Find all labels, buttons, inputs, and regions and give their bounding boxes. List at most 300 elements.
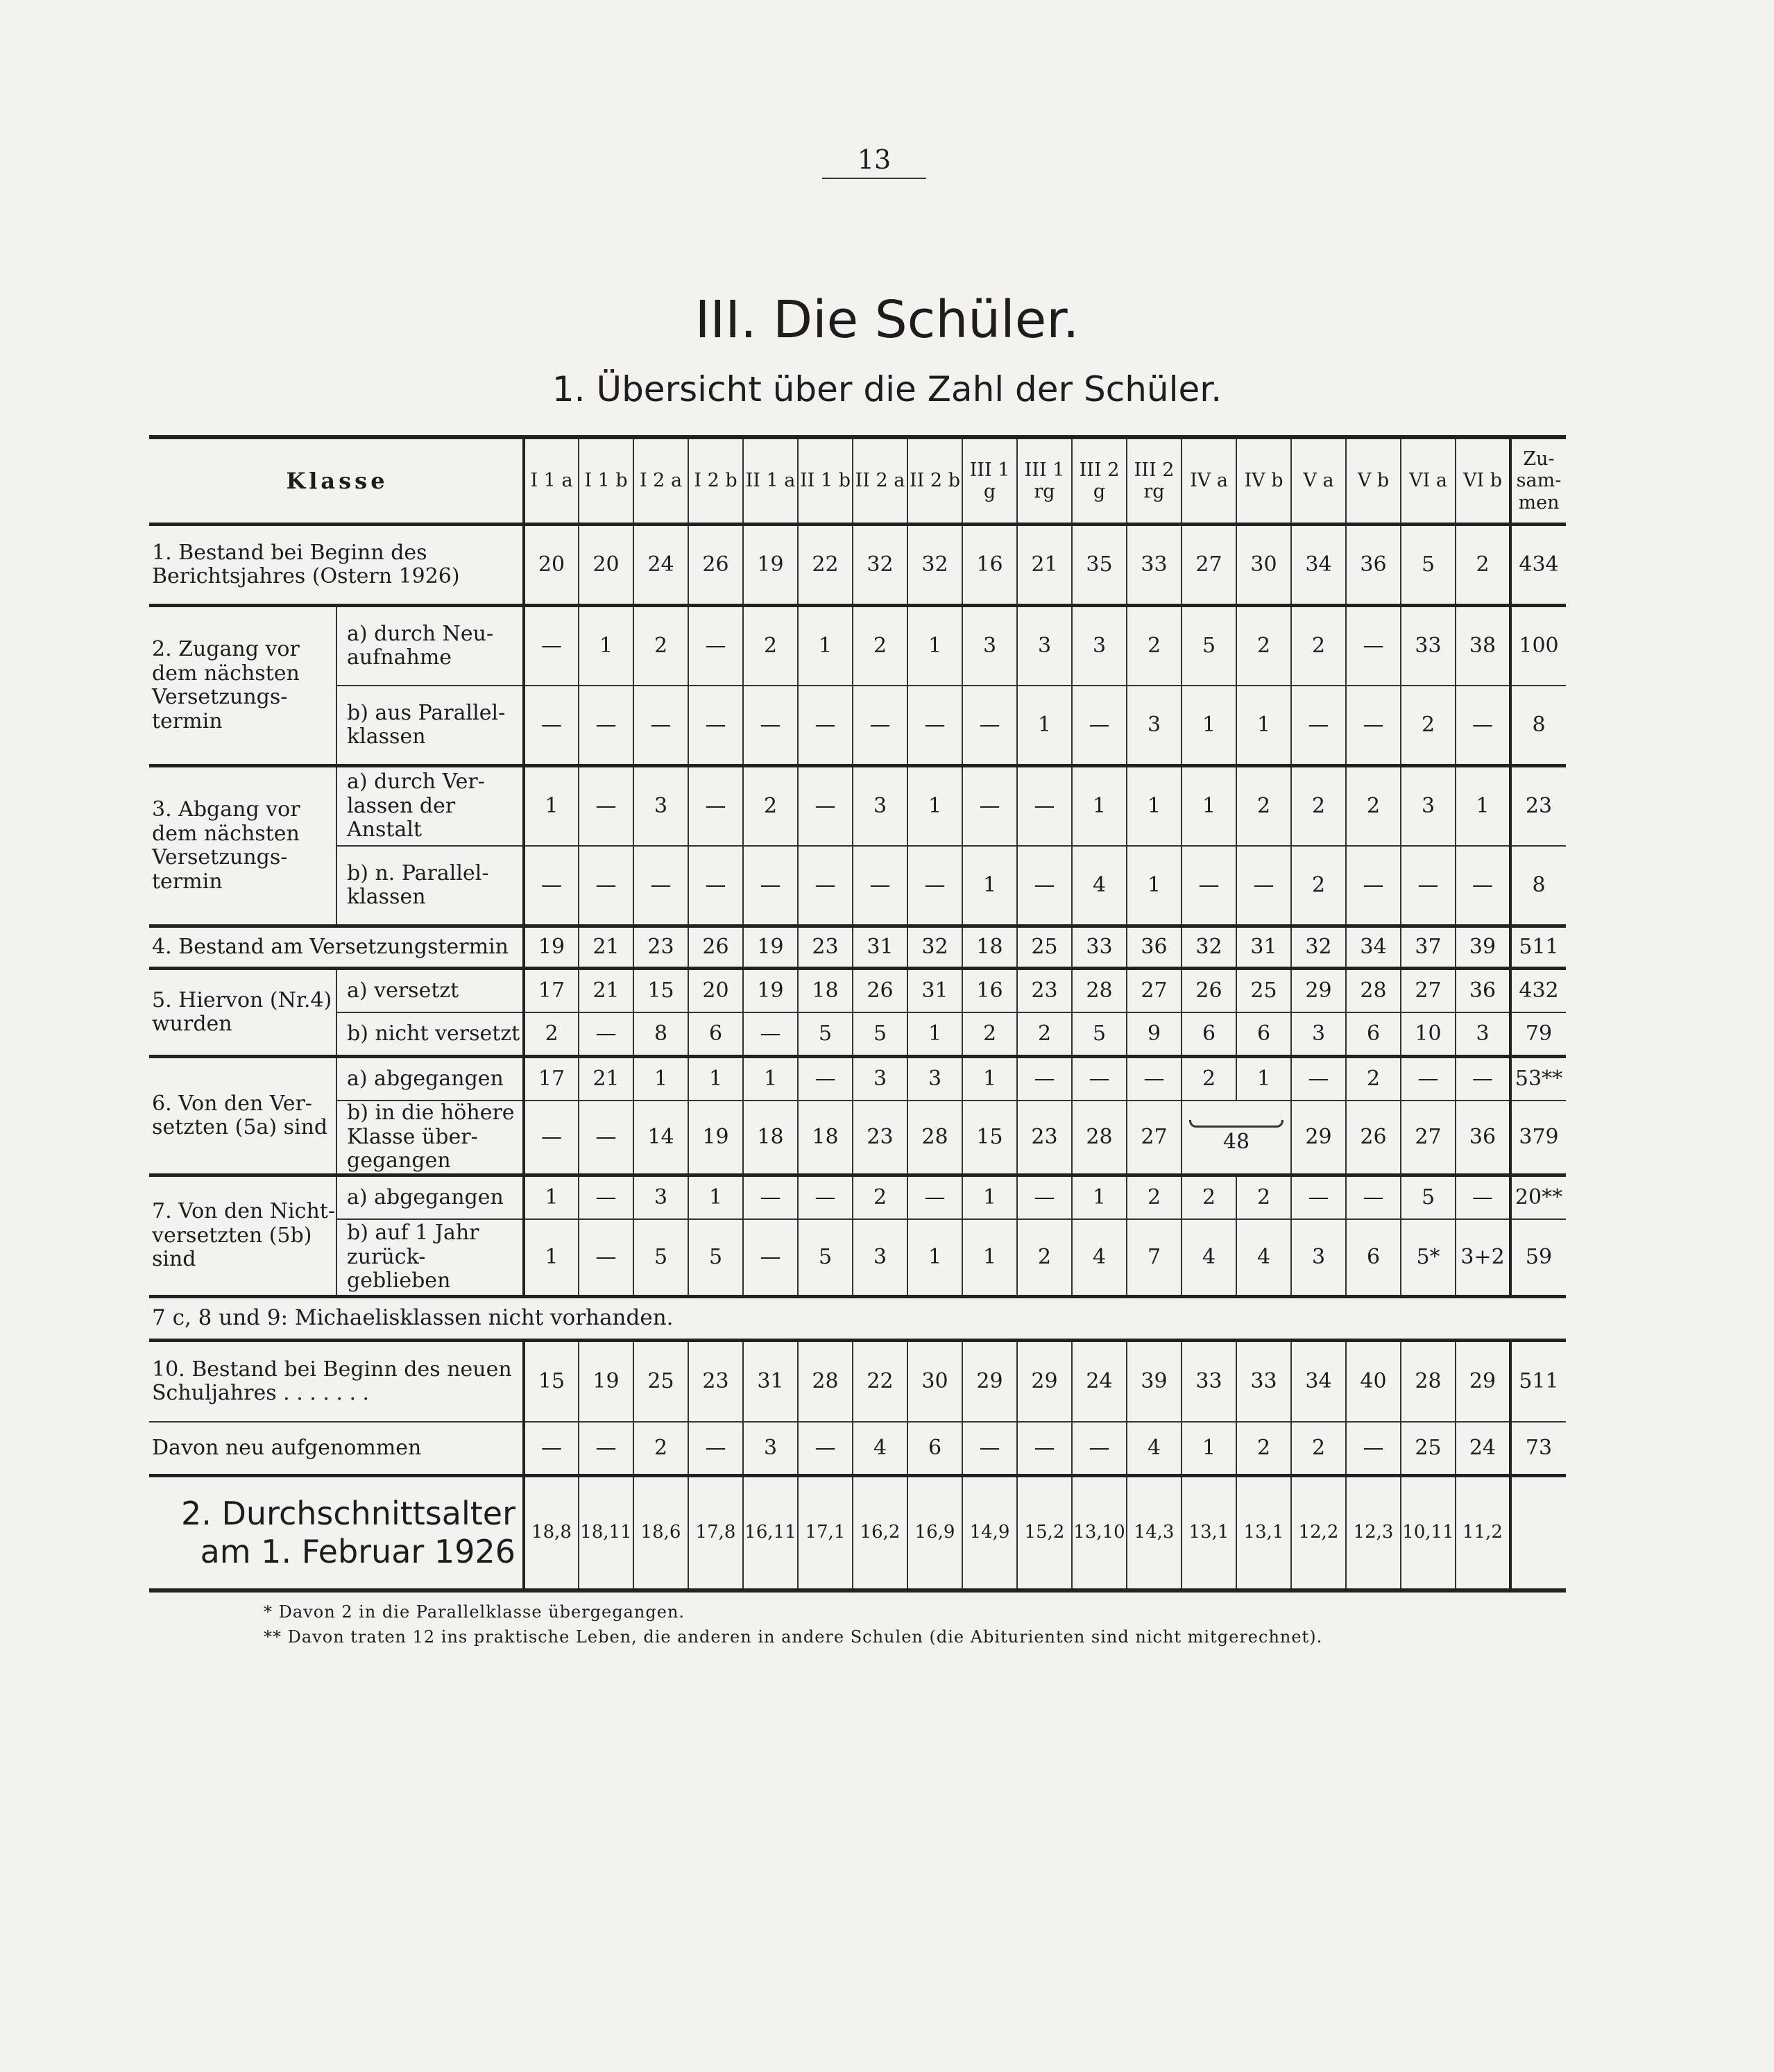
table-cell: — [743,1175,798,1220]
table-cell: 16,11 [743,1476,798,1589]
table-cell: — [579,1219,633,1297]
row-label: 5. Hiervon (Nr.4) wurden [149,969,336,1057]
table-cell: 19 [524,926,579,969]
table-cell: 29 [1291,1101,1346,1175]
table-cell: 2 [1456,525,1510,606]
table-cell: 5 [853,1012,907,1057]
table-cell: 2 [1017,1012,1072,1057]
table-cell: — [688,766,743,847]
row-r7-a [149,1175,1566,1220]
table-cell: — [1456,846,1510,926]
footnote-1: * Davon 2 in die Parallelklasse übergegangen. [264,1602,685,1622]
table-cell: 2 [1291,846,1346,926]
table-cell: 1 [1182,1422,1236,1476]
table-cell: — [743,846,798,926]
table-cell: 5 [798,1219,853,1297]
table-cell: — [524,606,579,686]
table-cell: 30 [907,1341,962,1423]
table-cell: — [688,686,743,766]
table-cell: — [1017,766,1072,847]
table-cell: 2 [633,606,688,686]
table-cell: — [1017,1422,1072,1476]
table-cell: 1 [579,606,633,686]
row-label: 2. Zugang vor dem nächsten Versetzungs-termin [149,606,336,766]
table-cell: — [798,846,853,926]
table-cell: 3 [633,766,688,847]
column-header: I 2 a [633,439,688,525]
table-cell: — [1072,1057,1127,1101]
table-cell: 1 [743,1057,798,1101]
column-header: II 2 a [853,439,907,525]
table-cell: 2 [1236,1175,1291,1220]
table-cell: — [579,686,633,766]
table-cell: 4 [1182,1219,1236,1297]
table-cell: 4 [1072,846,1127,926]
row-label: 4. Bestand am Versetzungstermin [149,926,524,969]
table-cell: 35 [1072,525,1127,606]
table-cell: — [1346,846,1401,926]
row-r6-a [149,1057,1566,1101]
table-cell: 27 [1182,525,1236,606]
column-header: VI a [1401,439,1456,525]
table-cell: — [962,1422,1017,1476]
table-cell: 27 [1127,1101,1182,1175]
table-cell: 29 [962,1341,1017,1423]
table-cell: — [962,686,1017,766]
column-header: II 1 a [743,439,798,525]
table-cell: 32 [907,926,962,969]
table-cell: 1 [962,1175,1017,1220]
table-cell: 19 [743,926,798,969]
table-cell: 3 [1017,606,1072,686]
table-cell: 1 [688,1175,743,1220]
table-cell: — [962,766,1017,847]
table-cell: 6 [907,1422,962,1476]
table-cell: — [1456,1057,1510,1101]
table-cell: 5 [688,1219,743,1297]
sub-label: a) abgegangen [336,1175,524,1220]
table-cell: 5 [1072,1012,1127,1057]
table-cell: 14,9 [962,1476,1017,1589]
sub-label: a) versetzt [336,969,524,1013]
table-cell: 20 [524,525,579,606]
table-cell: 21 [579,969,633,1013]
table-cell: 1 [962,846,1017,926]
table-cell: — [688,846,743,926]
table-cell: 39 [1456,926,1510,969]
sub-heading: 1. Übersicht über die Zahl der Schüler. [552,369,1222,409]
row-r4 [149,926,1566,969]
column-header: I 1 b [579,439,633,525]
sum-cell: 53** [1510,1057,1566,1101]
table-cell: 12,2 [1291,1476,1346,1589]
table-cell: 18 [743,1101,798,1175]
table-cell: 32 [853,525,907,606]
sum-cell: 511 [1510,926,1566,969]
table-cell: 18,11 [579,1476,633,1589]
row-r10 [149,1341,1566,1423]
row-r3-a [149,766,1566,847]
row-label: Davon neu aufgenommen [149,1422,524,1476]
table-cell: 28 [1401,1341,1456,1423]
table-cell: 34 [1346,926,1401,969]
sum-cell: 511 [1510,1341,1566,1423]
footnote-2: ** Davon traten 12 ins praktische Leben, die anderen in andere Schulen (die Abiturienten sind nicht mitgerechnet). [264,1627,1323,1647]
table-cell: 3 [962,606,1017,686]
column-header: II 1 b [798,439,853,525]
table-cell: — [853,846,907,926]
table-cell: — [1346,1422,1401,1476]
table-cell: — [1072,686,1127,766]
table-cell: 2 [1291,606,1346,686]
table-cell: 1 [524,1219,579,1297]
table-cell: 4 [1127,1422,1182,1476]
column-header: III 1 rg [1017,439,1072,525]
table-cell: 3 [853,766,907,847]
table-cell: 33 [1072,926,1127,969]
row-r5-a [149,969,1566,1013]
table-cell: — [798,766,853,847]
table-cell: 21 [579,1057,633,1101]
table-cell: 4 [1236,1219,1291,1297]
table-cell: 2 [633,1422,688,1476]
table-cell: — [798,1175,853,1220]
page-number: 13 [822,144,926,179]
table-cell: — [633,846,688,926]
table-cell: 2 [1291,766,1346,847]
table-cell: 2 [743,766,798,847]
table-cell: 32 [1291,926,1346,969]
sub-label: a) abgegangen [336,1057,524,1101]
table-cell: 19 [688,1101,743,1175]
table-cell: 31 [1236,926,1291,969]
table-cell: — [633,686,688,766]
sum-cell: 23 [1510,766,1566,847]
table-cell: 4 [1072,1219,1127,1297]
sub-label: b) nicht versetzt [336,1012,524,1057]
table-cell: 13,1 [1236,1476,1291,1589]
table-cell: 5* [1401,1219,1456,1297]
table-cell: — [1291,686,1346,766]
table-cell: — [907,686,962,766]
table-cell: 18 [962,926,1017,969]
sub-label: a) durch Ver-lassen der Anstalt [336,766,524,847]
table-cell: 36 [1346,525,1401,606]
table-cell: 2 [524,1012,579,1057]
table-cell: 3 [1127,686,1182,766]
table-cell: — [798,1057,853,1101]
table-cell: 14 [633,1101,688,1175]
table-cell: 33 [1401,606,1456,686]
table-cell: 23 [633,926,688,969]
table-cell: — [524,686,579,766]
table-cell: 34 [1291,525,1346,606]
table-cell: — [743,1219,798,1297]
table-cell: 1 [1127,846,1182,926]
table-cell: 13,1 [1182,1476,1236,1589]
table-cell: 23 [1017,969,1072,1013]
table-cell: 25 [633,1341,688,1423]
table-cell: 3 [853,1219,907,1297]
table-cell: 2 [1346,1057,1401,1101]
table-cell: 1 [907,1012,962,1057]
table-cell: 38 [1456,606,1510,686]
table-cell: 36 [1456,969,1510,1013]
table-cell: 1 [1017,686,1072,766]
table-cell: 2 [962,1012,1017,1057]
note-text: 7 c, 8 und 9: Michaelisklassen nicht vorhanden. [149,1297,1566,1341]
table-cell: 34 [1291,1341,1346,1423]
table-cell: 20 [688,969,743,1013]
table-cell: 21 [1017,525,1072,606]
table-cell: 13,10 [1072,1476,1127,1589]
table-cell: 26 [688,926,743,969]
column-header: I 1 a [524,439,579,525]
table-cell [1182,1101,1291,1175]
table-cell: 1 [1127,766,1182,847]
column-header: III 1 g [962,439,1017,525]
table-cell: 1 [962,1057,1017,1101]
sum-header: Zu-sam-men [1510,439,1566,525]
table-cell: 1 [798,606,853,686]
table-cell: — [1291,1057,1346,1101]
table-cell: 18,6 [633,1476,688,1589]
table-cell: 8 [633,1012,688,1057]
column-header: IV a [1182,439,1236,525]
table-cell: 17,8 [688,1476,743,1589]
column-header: III 2 g [1072,439,1127,525]
table-cell: 26 [688,525,743,606]
sum-cell: 20** [1510,1175,1566,1220]
table-cell: — [1456,686,1510,766]
table-cell: 1 [524,1175,579,1220]
table-cell: 4 [853,1422,907,1476]
table-cell: — [1127,1057,1182,1101]
row-label: 7. Von den Nicht-versetzten (5b) sind [149,1175,336,1297]
table-cell: 26 [853,969,907,1013]
table-cell: — [524,1101,579,1175]
table-cell: 6 [1346,1012,1401,1057]
sub-label: b) auf 1 Jahr zurück-geblieben [336,1219,524,1297]
table-cell: 32 [1182,926,1236,969]
table-cell: 2 [1236,1422,1291,1476]
table-cell: 5 [798,1012,853,1057]
table-cell: 32 [907,525,962,606]
table-cell: — [1456,1175,1510,1220]
table-cell: 27 [1401,1101,1456,1175]
row-r11 [149,1476,1566,1589]
table-cell: 33 [1182,1341,1236,1423]
brace-mark [1189,1120,1283,1128]
row-r2-a [149,606,1566,686]
table-cell: — [1072,1422,1127,1476]
table-cell: — [579,846,633,926]
table-cell: 2 [853,1175,907,1220]
sum-cell: 79 [1510,1012,1566,1057]
table-cell: — [1401,1057,1456,1101]
table-cell: 23 [688,1341,743,1423]
table-cell: 1 [524,766,579,847]
table-cell: 6 [1346,1219,1401,1297]
table-cell: 15 [962,1101,1017,1175]
column-header: VI b [1456,439,1510,525]
table-cell: — [524,846,579,926]
table-cell: 40 [1346,1341,1401,1423]
table-cell: 17,1 [798,1476,853,1589]
table-cell: — [1291,1175,1346,1220]
table-cell: 16,2 [853,1476,907,1589]
table-cell: 3 [743,1422,798,1476]
table-cell: 2 [1127,1175,1182,1220]
table-cell: 15,2 [1017,1476,1072,1589]
table-cell: 1 [1182,686,1236,766]
row-label: 1. Bestand bei Beginn des Berichtsjahres (Ostern 1926) [149,525,524,606]
table-cell: 27 [1401,969,1456,1013]
table-cell: 7 [1127,1219,1182,1297]
table-cell: 14,3 [1127,1476,1182,1589]
table-cell: — [579,1101,633,1175]
table-cell: 31 [907,969,962,1013]
table-cell: 23 [798,926,853,969]
table-cell: 2 [1291,1422,1346,1476]
table-cell: — [1017,846,1072,926]
row-r3-b [149,846,1566,926]
table-cell: 1 [1236,686,1291,766]
table-cell: 3+2 [1456,1219,1510,1297]
table-cell: 2 [1182,1175,1236,1220]
table-cell: 17 [524,1057,579,1101]
table-cell: 28 [1072,969,1127,1013]
table-cell: 2 [1017,1219,1072,1297]
table-cell: 22 [798,525,853,606]
table-cell: 19 [743,525,798,606]
table-cell: 6 [1236,1012,1291,1057]
table-cell: 24 [1456,1422,1510,1476]
table-cell: 1 [907,606,962,686]
table-cell: 15 [633,969,688,1013]
table-cell: 22 [853,1341,907,1423]
table-cell: 1 [688,1057,743,1101]
column-header: V a [1291,439,1346,525]
table-cell: 17 [524,969,579,1013]
table-cell: 33 [1127,525,1182,606]
table-cell: — [1346,686,1401,766]
table-cell: 10 [1401,1012,1456,1057]
table-cell: 28 [1072,1101,1127,1175]
header-label: Klasse [286,467,389,494]
row-label: 10. Bestand bei Beginn des neuen Schuljahres . . . . . . . [149,1341,524,1423]
table-cell: — [1017,1175,1072,1220]
table-cell: — [1017,1057,1072,1101]
table-cell: 1 [962,1219,1017,1297]
table-cell: — [1346,1175,1401,1220]
table-cell: 1 [907,766,962,847]
table-cell: 3 [1456,1012,1510,1057]
table-cell: 2 [1236,766,1291,847]
table-cell: — [1401,846,1456,926]
table-cell: 1 [1236,1057,1291,1101]
table-cell: — [798,1422,853,1476]
table-cell: 5 [1401,1175,1456,1220]
row-r1 [149,525,1566,606]
table-cell: 16,9 [907,1476,962,1589]
table-cell: 31 [743,1341,798,1423]
table-cell: 5 [1401,525,1456,606]
table-cell: 25 [1017,926,1072,969]
sum-cell: 432 [1510,969,1566,1013]
sub-label: a) durch Neu-aufnahme [336,606,524,686]
table-cell: 3 [633,1175,688,1220]
table-cell: 23 [853,1101,907,1175]
merged-value: 48 [1222,1130,1250,1155]
sum-cell: 379 [1510,1101,1566,1175]
table-cell: 3 [1291,1219,1346,1297]
table-cell: 2 [1182,1057,1236,1101]
table-cell: 26 [1182,969,1236,1013]
table-cell: 9 [1127,1012,1182,1057]
table-cell: 16 [962,969,1017,1013]
row-label: 2. Durchschnittsalter am 1. Februar 1926 [149,1476,524,1589]
schueler-table-frame [149,435,1566,1593]
table-cell: 36 [1456,1101,1510,1175]
table-cell: 2 [853,606,907,686]
table-cell: 12,3 [1346,1476,1401,1589]
table-cell: 3 [1072,606,1127,686]
table-cell: 29 [1017,1341,1072,1423]
main-heading: III. Die Schüler. [694,290,1080,350]
sum-cell: 8 [1510,846,1566,926]
table-cell: 21 [579,926,633,969]
sum-cell: 73 [1510,1422,1566,1476]
table-cell: 1 [1456,766,1510,847]
table-cell: — [743,686,798,766]
table-cell: 26 [1346,1101,1401,1175]
table-cell: 10,11 [1401,1476,1456,1589]
table-cell: — [798,686,853,766]
table-cell: 1 [907,1219,962,1297]
table-cell: 33 [1236,1341,1291,1423]
row-r2-b [149,686,1566,766]
table-cell: 19 [579,1341,633,1423]
row-r7-b [149,1219,1566,1297]
table-cell: 36 [1127,926,1182,969]
column-header: IV b [1236,439,1291,525]
table-cell: 2 [743,606,798,686]
sum-cell: 434 [1510,525,1566,606]
table-cell: 3 [1401,766,1456,847]
table-cell: — [579,1422,633,1476]
table-cell: 39 [1127,1341,1182,1423]
table-cell: 1 [1072,766,1127,847]
table-cell: — [579,1012,633,1057]
column-header: I 2 b [688,439,743,525]
table-cell: 25 [1236,969,1291,1013]
bottom-rule [149,1588,1566,1593]
sum-cell [1510,1476,1566,1589]
table-cell: — [524,1422,579,1476]
table-cell: 18,8 [524,1476,579,1589]
column-header: II 2 b [907,439,962,525]
table-cell: — [743,1012,798,1057]
column-header: III 2 rg [1127,439,1182,525]
table-cell: 3 [1291,1012,1346,1057]
table-cell: 29 [1291,969,1346,1013]
table-cell: — [579,766,633,847]
table-cell: 20 [579,525,633,606]
table-cell: 5 [1182,606,1236,686]
table-cell: 2 [1127,606,1182,686]
schueler-table [149,439,1566,1588]
